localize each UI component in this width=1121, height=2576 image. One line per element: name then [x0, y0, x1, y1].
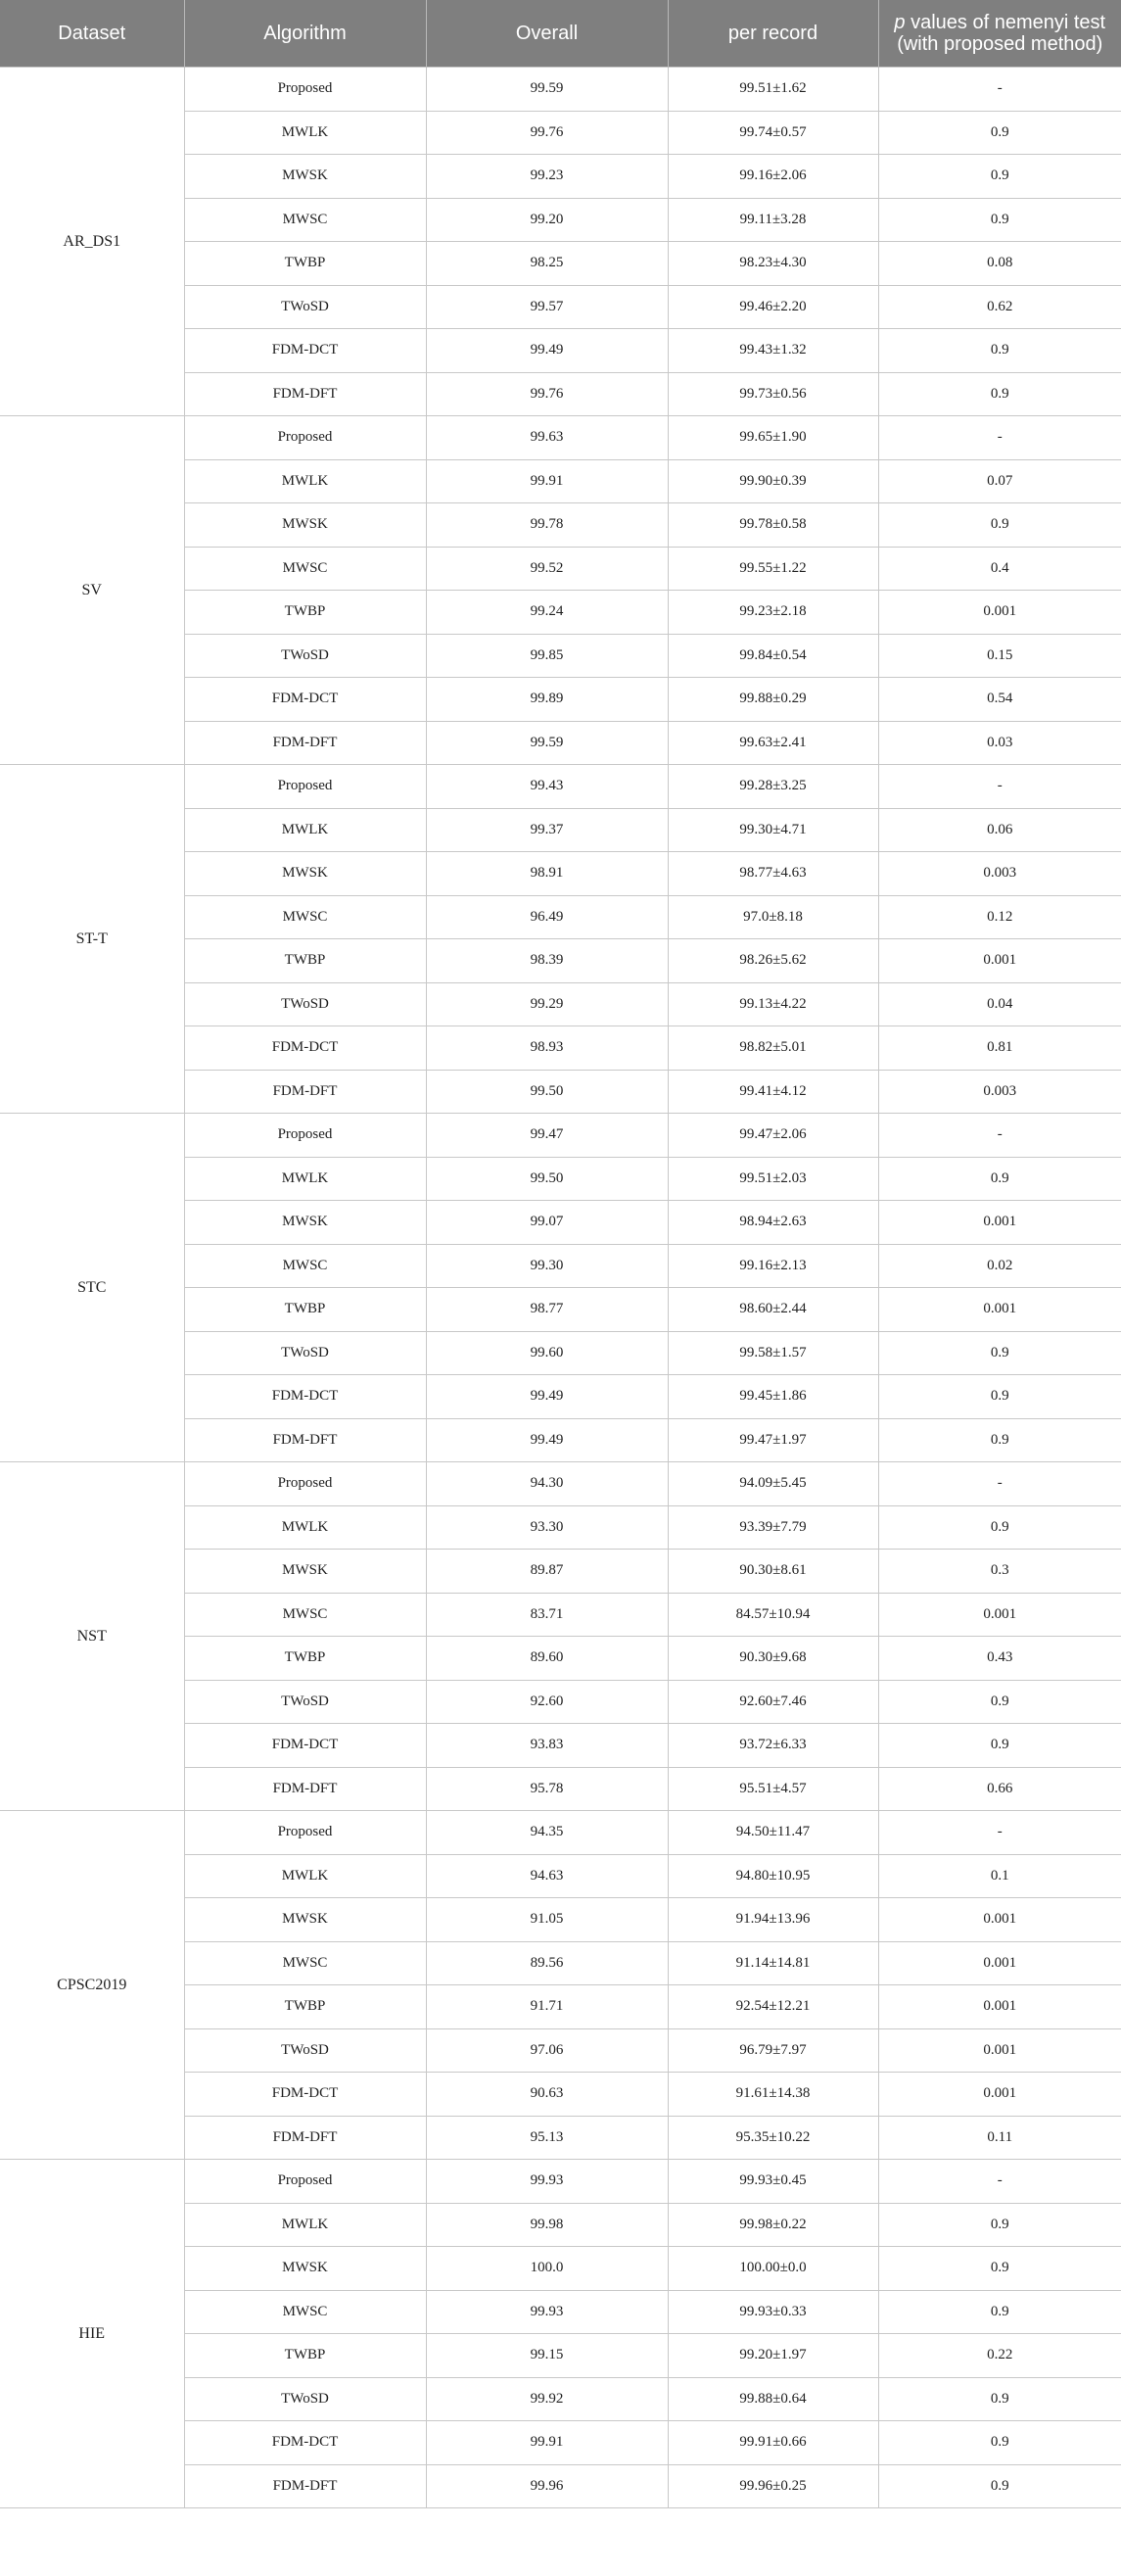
p-value-cell: 0.4: [878, 547, 1121, 591]
table-header: [0, 0, 1121, 68]
p-value-cell: 0.9: [878, 2421, 1121, 2465]
algorithm-cell: TWoSD: [184, 634, 426, 678]
algorithm-cell: MWSK: [184, 1550, 426, 1594]
overall-cell: 99.20: [426, 198, 668, 242]
p-value-cell: 0.9: [878, 503, 1121, 548]
overall-cell: 99.59: [426, 68, 668, 112]
overall-cell: 98.39: [426, 939, 668, 983]
algorithm-cell: MWSC: [184, 1244, 426, 1288]
dataset-cell: HIE: [0, 2160, 184, 2508]
overall-cell: 99.85: [426, 634, 668, 678]
p-value-cell: 0.003: [878, 852, 1121, 896]
p-value-cell: 0.9: [878, 1724, 1121, 1768]
p-value-cell: 0.003: [878, 1070, 1121, 1114]
p-value-cell: 0.9: [878, 329, 1121, 373]
overall-cell: 99.49: [426, 1418, 668, 1462]
header-algorithm: Algorithm: [184, 0, 426, 68]
per-record-cell: 99.28±3.25: [668, 765, 878, 809]
p-value-cell: 0.001: [878, 2073, 1121, 2117]
overall-cell: 99.49: [426, 1375, 668, 1419]
table-row: [0, 765, 1121, 809]
p-value-cell: 0.001: [878, 1985, 1121, 2029]
per-record-cell: 99.96±0.25: [668, 2464, 878, 2508]
algorithm-cell: FDM-DFT: [184, 1767, 426, 1811]
algorithm-cell: FDM-DCT: [184, 2073, 426, 2117]
p-value-cell: 0.9: [878, 1157, 1121, 1201]
overall-cell: 99.52: [426, 547, 668, 591]
algorithm-cell: Proposed: [184, 765, 426, 809]
per-record-cell: 94.09±5.45: [668, 1462, 878, 1506]
algorithm-cell: FDM-DCT: [184, 329, 426, 373]
algorithm-cell: MWSC: [184, 1593, 426, 1637]
overall-cell: 97.06: [426, 2028, 668, 2073]
per-record-cell: 98.82±5.01: [668, 1026, 878, 1071]
algorithm-cell: FDM-DFT: [184, 2464, 426, 2508]
per-record-cell: 99.30±4.71: [668, 808, 878, 852]
per-record-cell: 99.16±2.06: [668, 155, 878, 199]
table-row: [0, 1462, 1121, 1506]
p-value-cell: -: [878, 68, 1121, 112]
algorithm-cell: TWBP: [184, 1985, 426, 2029]
overall-cell: 91.05: [426, 1898, 668, 1942]
algorithm-cell: TWBP: [184, 2334, 426, 2378]
p-value-cell: -: [878, 2160, 1121, 2204]
dataset-cell: ST-T: [0, 765, 184, 1114]
per-record-cell: 99.88±0.64: [668, 2377, 878, 2421]
per-record-cell: 99.47±1.97: [668, 1418, 878, 1462]
overall-cell: 93.83: [426, 1724, 668, 1768]
overall-cell: 98.91: [426, 852, 668, 896]
algorithm-cell: Proposed: [184, 1462, 426, 1506]
per-record-cell: 99.47±2.06: [668, 1114, 878, 1158]
overall-cell: 98.93: [426, 1026, 668, 1071]
overall-cell: 99.98: [426, 2203, 668, 2247]
per-record-cell: 99.74±0.57: [668, 111, 878, 155]
dataset-cell: SV: [0, 416, 184, 765]
dataset-cell: CPSC2019: [0, 1811, 184, 2160]
overall-cell: 99.89: [426, 678, 668, 722]
algorithm-cell: MWSC: [184, 895, 426, 939]
overall-cell: 96.49: [426, 895, 668, 939]
overall-cell: 99.50: [426, 1157, 668, 1201]
overall-cell: 99.50: [426, 1070, 668, 1114]
algorithm-cell: MWSK: [184, 1201, 426, 1245]
overall-cell: 99.07: [426, 1201, 668, 1245]
overall-cell: 94.30: [426, 1462, 668, 1506]
per-record-cell: 99.93±0.33: [668, 2290, 878, 2334]
algorithm-cell: FDM-DCT: [184, 1724, 426, 1768]
p-value-cell: 0.9: [878, 372, 1121, 416]
algorithm-cell: MWLK: [184, 111, 426, 155]
overall-cell: 99.60: [426, 1331, 668, 1375]
algorithm-cell: TWBP: [184, 591, 426, 635]
per-record-cell: 98.77±4.63: [668, 852, 878, 896]
p-value-cell: 0.9: [878, 1375, 1121, 1419]
header-row: [0, 0, 1121, 68]
p-value-cell: 0.22: [878, 2334, 1121, 2378]
overall-cell: 99.91: [426, 459, 668, 503]
dataset-cell: AR_DS1: [0, 68, 184, 416]
p-value-cell: 0.001: [878, 1288, 1121, 1332]
overall-cell: 99.47: [426, 1114, 668, 1158]
algorithm-cell: FDM-DFT: [184, 721, 426, 765]
per-record-cell: 99.16±2.13: [668, 1244, 878, 1288]
algorithm-cell: FDM-DFT: [184, 1070, 426, 1114]
p-value-cell: 0.9: [878, 2290, 1121, 2334]
algorithm-cell: FDM-DCT: [184, 1026, 426, 1071]
overall-cell: 91.71: [426, 1985, 668, 2029]
algorithm-cell: Proposed: [184, 1811, 426, 1855]
p-value-cell: 0.3: [878, 1550, 1121, 1594]
overall-cell: 83.71: [426, 1593, 668, 1637]
overall-cell: 90.63: [426, 2073, 668, 2117]
per-record-cell: 99.13±4.22: [668, 982, 878, 1026]
per-record-cell: 99.41±4.12: [668, 1070, 878, 1114]
algorithm-cell: TWBP: [184, 242, 426, 286]
p-value-cell: 0.001: [878, 1593, 1121, 1637]
algorithm-cell: MWSK: [184, 852, 426, 896]
algorithm-cell: Proposed: [184, 416, 426, 460]
per-record-cell: 99.55±1.22: [668, 547, 878, 591]
per-record-cell: 98.60±2.44: [668, 1288, 878, 1332]
per-record-cell: 93.72±6.33: [668, 1724, 878, 1768]
p-value-cell: 0.62: [878, 285, 1121, 329]
p-value-cell: 0.43: [878, 1637, 1121, 1681]
per-record-cell: 99.63±2.41: [668, 721, 878, 765]
p-value-cell: 0.001: [878, 939, 1121, 983]
per-record-cell: 94.80±10.95: [668, 1854, 878, 1898]
table-row: [0, 1811, 1121, 1855]
per-record-cell: 96.79±7.97: [668, 2028, 878, 2073]
overall-cell: 99.76: [426, 372, 668, 416]
per-record-cell: 99.20±1.97: [668, 2334, 878, 2378]
p-value-cell: 0.9: [878, 155, 1121, 199]
overall-cell: 99.92: [426, 2377, 668, 2421]
algorithm-cell: MWSC: [184, 1941, 426, 1985]
per-record-cell: 90.30±9.68: [668, 1637, 878, 1681]
overall-cell: 94.63: [426, 1854, 668, 1898]
p-value-cell: 0.001: [878, 1201, 1121, 1245]
overall-cell: 99.96: [426, 2464, 668, 2508]
per-record-cell: 97.0±8.18: [668, 895, 878, 939]
algorithm-cell: TWBP: [184, 939, 426, 983]
overall-cell: 99.78: [426, 503, 668, 548]
p-value-cell: 0.001: [878, 591, 1121, 635]
overall-cell: 99.93: [426, 2290, 668, 2334]
per-record-cell: 98.23±4.30: [668, 242, 878, 286]
p-value-cell: 0.9: [878, 111, 1121, 155]
overall-cell: 99.63: [426, 416, 668, 460]
p-value-cell: 0.02: [878, 1244, 1121, 1288]
p-value-cell: 0.06: [878, 808, 1121, 852]
overall-cell: 99.59: [426, 721, 668, 765]
per-record-cell: 95.51±4.57: [668, 1767, 878, 1811]
algorithm-cell: TWoSD: [184, 982, 426, 1026]
per-record-cell: 99.98±0.22: [668, 2203, 878, 2247]
algorithm-cell: TWBP: [184, 1637, 426, 1681]
p-value-cell: -: [878, 1811, 1121, 1855]
per-record-cell: 98.94±2.63: [668, 1201, 878, 1245]
header-dataset: Dataset: [0, 0, 184, 68]
algorithm-cell: MWLK: [184, 808, 426, 852]
per-record-cell: 92.60±7.46: [668, 1680, 878, 1724]
overall-cell: 99.49: [426, 329, 668, 373]
overall-cell: 99.29: [426, 982, 668, 1026]
p-value-cell: -: [878, 765, 1121, 809]
p-value-cell: 0.1: [878, 1854, 1121, 1898]
p-value-cell: 0.11: [878, 2116, 1121, 2160]
p-value-cell: 0.9: [878, 2464, 1121, 2508]
algorithm-cell: FDM-DFT: [184, 1418, 426, 1462]
overall-cell: 99.93: [426, 2160, 668, 2204]
p-value-cell: 0.001: [878, 1941, 1121, 1985]
header-overall: Overall: [426, 0, 668, 68]
algorithm-cell: Proposed: [184, 1114, 426, 1158]
p-value-cell: 0.04: [878, 982, 1121, 1026]
per-record-cell: 99.45±1.86: [668, 1375, 878, 1419]
algorithm-cell: FDM-DCT: [184, 678, 426, 722]
table-row: [0, 1114, 1121, 1158]
per-record-cell: 99.51±1.62: [668, 68, 878, 112]
per-record-cell: 84.57±10.94: [668, 1593, 878, 1637]
per-record-cell: 99.73±0.56: [668, 372, 878, 416]
p-value-cell: 0.9: [878, 2247, 1121, 2291]
overall-cell: 100.0: [426, 2247, 668, 2291]
p-value-cell: 0.07: [878, 459, 1121, 503]
p-value-cell: 0.9: [878, 1418, 1121, 1462]
algorithm-cell: MWSC: [184, 547, 426, 591]
algorithm-cell: TWoSD: [184, 2377, 426, 2421]
algorithm-cell: MWLK: [184, 2203, 426, 2247]
per-record-cell: 91.14±14.81: [668, 1941, 878, 1985]
algorithm-cell: MWSK: [184, 503, 426, 548]
dataset-cell: STC: [0, 1114, 184, 1462]
header-p-symbol: p: [894, 12, 906, 33]
p-value-cell: 0.08: [878, 242, 1121, 286]
per-record-cell: 95.35±10.22: [668, 2116, 878, 2160]
algorithm-cell: TWoSD: [184, 2028, 426, 2073]
overall-cell: 99.15: [426, 2334, 668, 2378]
table-row: [0, 68, 1121, 112]
p-value-cell: 0.66: [878, 1767, 1121, 1811]
p-value-cell: 0.12: [878, 895, 1121, 939]
per-record-cell: 99.58±1.57: [668, 1331, 878, 1375]
algorithm-cell: FDM-DCT: [184, 1375, 426, 1419]
overall-cell: 99.30: [426, 1244, 668, 1288]
overall-cell: 98.77: [426, 1288, 668, 1332]
overall-cell: 95.78: [426, 1767, 668, 1811]
overall-cell: 99.91: [426, 2421, 668, 2465]
p-value-cell: 0.001: [878, 1898, 1121, 1942]
p-value-cell: -: [878, 416, 1121, 460]
dataset-cell: NST: [0, 1462, 184, 1811]
algorithm-cell: TWBP: [184, 1288, 426, 1332]
algorithm-cell: FDM-DFT: [184, 2116, 426, 2160]
p-value-cell: 0.54: [878, 678, 1121, 722]
per-record-cell: 99.91±0.66: [668, 2421, 878, 2465]
algorithm-cell: Proposed: [184, 2160, 426, 2204]
p-value-cell: 0.9: [878, 2377, 1121, 2421]
algorithm-cell: FDM-DCT: [184, 2421, 426, 2465]
algorithm-cell: TWoSD: [184, 285, 426, 329]
header-p-values: [878, 0, 1121, 68]
overall-cell: 95.13: [426, 2116, 668, 2160]
p-value-cell: 0.03: [878, 721, 1121, 765]
p-value-cell: 0.9: [878, 1331, 1121, 1375]
overall-cell: 98.25: [426, 242, 668, 286]
p-value-cell: 0.15: [878, 634, 1121, 678]
algorithm-cell: TWoSD: [184, 1331, 426, 1375]
per-record-cell: 99.43±1.32: [668, 329, 878, 373]
per-record-cell: 99.65±1.90: [668, 416, 878, 460]
header-per-record: per record: [668, 0, 878, 68]
per-record-cell: 94.50±11.47: [668, 1811, 878, 1855]
algorithm-cell: TWoSD: [184, 1680, 426, 1724]
p-value-cell: -: [878, 1462, 1121, 1506]
per-record-cell: 93.39±7.79: [668, 1505, 878, 1550]
per-record-cell: 90.30±8.61: [668, 1550, 878, 1594]
overall-cell: 99.24: [426, 591, 668, 635]
per-record-cell: 92.54±12.21: [668, 1985, 878, 2029]
p-value-cell: 0.81: [878, 1026, 1121, 1071]
overall-cell: 99.37: [426, 808, 668, 852]
p-value-cell: 0.9: [878, 2203, 1121, 2247]
per-record-cell: 99.11±3.28: [668, 198, 878, 242]
overall-cell: 99.57: [426, 285, 668, 329]
overall-cell: 89.60: [426, 1637, 668, 1681]
algorithm-cell: MWLK: [184, 459, 426, 503]
algorithm-cell: MWSK: [184, 2247, 426, 2291]
overall-cell: 99.43: [426, 765, 668, 809]
algorithm-cell: MWSK: [184, 155, 426, 199]
overall-cell: 92.60: [426, 1680, 668, 1724]
table-body: [0, 68, 1121, 2508]
algorithm-cell: MWLK: [184, 1157, 426, 1201]
per-record-cell: 99.23±2.18: [668, 591, 878, 635]
overall-cell: 94.35: [426, 1811, 668, 1855]
algorithm-cell: MWSC: [184, 2290, 426, 2334]
algorithm-cell: MWLK: [184, 1505, 426, 1550]
per-record-cell: 98.26±5.62: [668, 939, 878, 983]
overall-cell: 99.76: [426, 111, 668, 155]
p-value-cell: 0.9: [878, 1505, 1121, 1550]
per-record-cell: 99.93±0.45: [668, 2160, 878, 2204]
algorithm-cell: MWSC: [184, 198, 426, 242]
p-value-cell: 0.9: [878, 1680, 1121, 1724]
algorithm-cell: FDM-DFT: [184, 372, 426, 416]
table-row: [0, 2160, 1121, 2204]
algorithm-cell: Proposed: [184, 68, 426, 112]
per-record-cell: 91.61±14.38: [668, 2073, 878, 2117]
per-record-cell: 99.84±0.54: [668, 634, 878, 678]
p-value-cell: -: [878, 1114, 1121, 1158]
overall-cell: 89.87: [426, 1550, 668, 1594]
table-row: [0, 416, 1121, 460]
overall-cell: 93.30: [426, 1505, 668, 1550]
per-record-cell: 91.94±13.96: [668, 1898, 878, 1942]
per-record-cell: 99.78±0.58: [668, 503, 878, 548]
p-value-cell: 0.001: [878, 2028, 1121, 2073]
algorithm-cell: MWSK: [184, 1898, 426, 1942]
per-record-cell: 99.90±0.39: [668, 459, 878, 503]
overall-cell: 89.56: [426, 1941, 668, 1985]
per-record-cell: 99.51±2.03: [668, 1157, 878, 1201]
p-value-cell: 0.9: [878, 198, 1121, 242]
per-record-cell: 100.00±0.0: [668, 2247, 878, 2291]
per-record-cell: 99.46±2.20: [668, 285, 878, 329]
header-p-values-text: values of nemenyi test: [905, 12, 1106, 33]
algorithm-cell: MWLK: [184, 1854, 426, 1898]
overall-cell: 99.23: [426, 155, 668, 199]
per-record-cell: 99.88±0.29: [668, 678, 878, 722]
header-p-values-subtext: (with proposed method): [897, 33, 1103, 55]
